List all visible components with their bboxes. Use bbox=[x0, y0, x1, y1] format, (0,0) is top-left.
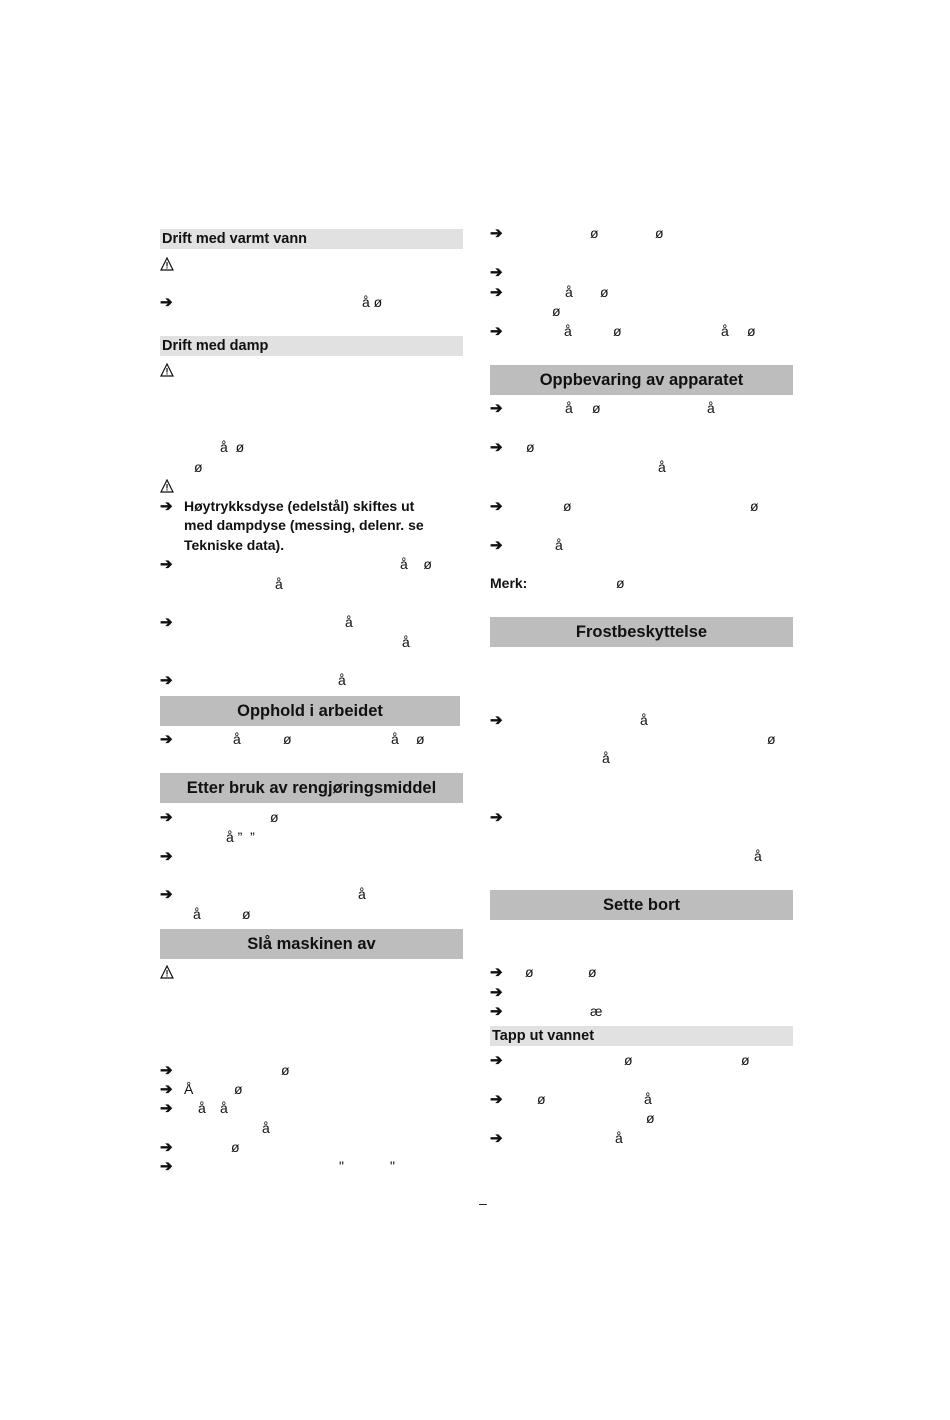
glyph-text: å ø bbox=[362, 294, 383, 310]
glyph-text: ø bbox=[281, 1062, 290, 1078]
glyph-text: å ø bbox=[220, 439, 245, 455]
glyph-text: ø bbox=[590, 225, 599, 241]
glyph-text: ø bbox=[283, 731, 292, 747]
glyph-text: å ø bbox=[400, 556, 432, 572]
right-arrow-icon: ➔ bbox=[160, 1158, 173, 1175]
glyph-text: å bbox=[391, 731, 399, 747]
step-bold-line-1: Høytrykksdyse (edelstål) skiftes ut bbox=[184, 498, 415, 514]
right-arrow-icon: ➔ bbox=[160, 672, 173, 689]
heading-etter-bruk-av-rengjoringsmiddel: Etter bruk av rengjøringsmiddel bbox=[160, 773, 463, 803]
right-arrow-icon: ➔ bbox=[490, 964, 503, 981]
glyph-text: Å bbox=[184, 1081, 194, 1097]
warning-icon bbox=[160, 965, 174, 979]
glyph-text: å bbox=[754, 848, 762, 864]
heading-sette-bort: Sette bort bbox=[490, 890, 793, 920]
glyph-text: å bbox=[640, 712, 648, 728]
right-arrow-icon: ➔ bbox=[490, 264, 503, 281]
glyph-text: ø bbox=[552, 303, 561, 319]
glyph-text: å bbox=[644, 1091, 652, 1107]
right-arrow-icon: ➔ bbox=[160, 809, 173, 826]
heading-oppbevaring-av-apparatet: Oppbevaring av apparatet bbox=[490, 365, 793, 395]
glyph-text: å ” ” bbox=[226, 829, 255, 845]
right-arrow-icon: ➔ bbox=[490, 498, 503, 515]
step-bold-line-3: Tekniske data). bbox=[184, 537, 285, 553]
glyph-text: å bbox=[707, 400, 715, 416]
right-arrow-icon: ➔ bbox=[490, 323, 503, 340]
glyph-text: ø bbox=[767, 731, 776, 747]
glyph-text: å bbox=[565, 400, 573, 416]
glyph-text: å bbox=[658, 459, 666, 475]
glyph-text: " bbox=[339, 1158, 344, 1174]
right-arrow-icon: ➔ bbox=[160, 1100, 173, 1117]
glyph-text: ø bbox=[242, 906, 251, 922]
glyph-text: ø bbox=[194, 459, 203, 475]
right-arrow-icon: ➔ bbox=[490, 400, 503, 417]
right-arrow-icon: ➔ bbox=[490, 439, 503, 456]
warning-icon bbox=[160, 363, 174, 377]
right-arrow-icon: ➔ bbox=[160, 294, 173, 311]
glyph-text: å bbox=[721, 323, 729, 339]
glyph-text: å bbox=[565, 284, 573, 300]
right-arrow-icon: ➔ bbox=[490, 1091, 503, 1108]
glyph-text: ø bbox=[270, 809, 279, 825]
glyph-text: å bbox=[338, 672, 346, 688]
glyph-text: ø bbox=[588, 964, 597, 980]
glyph-text: å bbox=[564, 323, 572, 339]
glyph-text: å bbox=[402, 634, 410, 650]
glyph-text: å bbox=[602, 750, 610, 766]
glyph-text: ø bbox=[592, 400, 601, 416]
right-arrow-icon: ➔ bbox=[160, 1139, 173, 1156]
right-arrow-icon: ➔ bbox=[490, 284, 503, 301]
glyph-text: " bbox=[390, 1158, 395, 1174]
right-arrow-icon: ➔ bbox=[160, 731, 173, 748]
heading-drift-med-damp: Drift med damp bbox=[160, 336, 463, 356]
heading-sla-maskinen-av: Slå maskinen av bbox=[160, 929, 463, 959]
glyph-text: ø bbox=[526, 439, 535, 455]
glyph-text: ø bbox=[747, 323, 756, 339]
glyph-text: æ bbox=[590, 1003, 603, 1019]
step-bold-line-2: med dampdyse (messing, delenr. se bbox=[184, 517, 424, 533]
glyph-text: ø bbox=[234, 1081, 243, 1097]
glyph-text: ø bbox=[624, 1052, 633, 1068]
glyph-text: ø bbox=[741, 1052, 750, 1068]
heading-frostbeskyttelse: Frostbeskyttelse bbox=[490, 617, 793, 647]
glyph-text: ø bbox=[537, 1091, 546, 1107]
right-arrow-icon: ➔ bbox=[490, 1052, 503, 1069]
glyph-text: å bbox=[555, 537, 563, 553]
right-arrow-icon: ➔ bbox=[160, 886, 173, 903]
heading-drift-med-varmt-vann: Drift med varmt vann bbox=[160, 229, 463, 249]
warning-icon bbox=[160, 479, 174, 493]
glyph-text: å bbox=[275, 576, 283, 592]
glyph-text: ø bbox=[616, 575, 625, 591]
glyph-text: ø bbox=[600, 284, 609, 300]
glyph-text: å bbox=[615, 1130, 623, 1146]
glyph-text: å bbox=[262, 1120, 270, 1136]
glyph-text: ø bbox=[416, 731, 425, 747]
right-arrow-icon: ➔ bbox=[490, 537, 503, 554]
right-arrow-icon: ➔ bbox=[490, 809, 503, 826]
right-arrow-icon: ➔ bbox=[490, 225, 503, 242]
right-arrow-icon: ➔ bbox=[160, 1062, 173, 1079]
right-arrow-icon: ➔ bbox=[160, 614, 173, 631]
glyph-text: ø bbox=[655, 225, 664, 241]
glyph-text: ø bbox=[563, 498, 572, 514]
glyph-text: å bbox=[198, 1100, 206, 1116]
page-mark: – bbox=[479, 1195, 487, 1211]
right-arrow-icon: ➔ bbox=[160, 1081, 173, 1098]
glyph-text: ø bbox=[750, 498, 759, 514]
heading-opphold-i-arbeidet: Opphold i arbeidet bbox=[160, 696, 460, 726]
glyph-text: ø bbox=[231, 1139, 240, 1155]
right-arrow-icon: ➔ bbox=[490, 984, 503, 1001]
warning-icon bbox=[160, 257, 174, 271]
glyph-text: å bbox=[233, 731, 241, 747]
glyph-text: å bbox=[345, 614, 353, 630]
merk-label: Merk: bbox=[490, 575, 528, 591]
right-arrow-icon: ➔ bbox=[490, 1003, 503, 1020]
right-arrow-icon: ➔ bbox=[160, 498, 173, 515]
right-arrow-icon: ➔ bbox=[490, 1130, 503, 1147]
glyph-text: ø bbox=[525, 964, 534, 980]
glyph-text: ø bbox=[613, 323, 622, 339]
right-arrow-icon: ➔ bbox=[160, 848, 173, 865]
glyph-text: å bbox=[358, 886, 366, 902]
glyph-text: å bbox=[220, 1100, 228, 1116]
glyph-text: ø bbox=[646, 1110, 655, 1126]
glyph-text: å bbox=[193, 906, 201, 922]
heading-tapp-ut-vannet: Tapp ut vannet bbox=[490, 1026, 793, 1046]
right-arrow-icon: ➔ bbox=[160, 556, 173, 573]
right-arrow-icon: ➔ bbox=[490, 712, 503, 729]
